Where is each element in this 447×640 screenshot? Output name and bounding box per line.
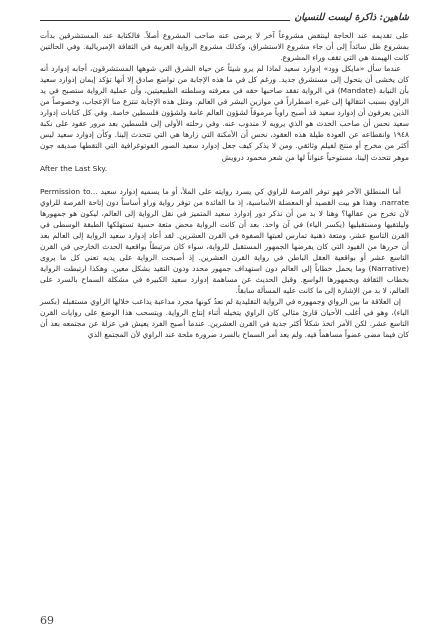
running-header bbox=[40, 6, 409, 24]
paragraph bbox=[40, 63, 409, 173]
paragraph: إن العلاقة ما بين الرواي وجمهوره في الرواية التقليدية لم تعدُ كونها مجرد مداعبة يداعب خلالها الراوي مستقبله (بكسر الباء)، وهو في أغلب الأحيان قارئ مثالي كان الراوي يتخيله أثناء إنتاج الرواية. ويتسحب هذا الوضع على روايات القرن التاسع عشر. لكن الأمر اتخذ شكلاً أكثر جدية في القرن العشرين. عندما أصبح الفرد يعيش في عزلة عن مجتمعه بعد أن كان فيما مضى عضواً مساهماً فيه. ولم يعد أمر السماح بالسرد ضرورة ملحة عند الراوي لأن المجتمع الذي bbox=[40, 297, 409, 340]
running-header-title: شاهين: ذاكرة ليست للنسيان bbox=[294, 12, 409, 23]
page-number: 69 bbox=[40, 614, 54, 627]
book-title-reference: After the Last Sky. bbox=[40, 163, 108, 173]
paragraph: أما المنطلق الآخر فهو توفر الفرصة للراوي كي يسرد روايته على الملأ، أو ما يسميه إدوارد سعيد ...Permission to narrate. وهذا هو بيت القصيد أو المعضلة الأساسية، إذ ما الفائدة من توفر رواية وراو أساساً دون إتاحة الفرصة للراوي لأن تخرج من عقالها؟ وهنا لا بد من أن نذكر دور إدوارد سعيد المتميز في نقل الرواية إلى العالم، ليكون هو جمهورها وليلتقيها ومستقبليها (يكسر الياء) في آن واحد. بعد أن كانت الرواية محض متعة حسية تستهلكها الطبقة الوسطى في القرن التاسع عشر، ومتعة ذهنية تمارس لعبتها الصفوة في القرن العشرين. لقد أعاد إدوارد سعيد الرواية إلى العالم بعد أن حررها من القيود التي كان يفرضها الجمهور المستقبل للرواية، سواء كان مرتبطاً بواقعية الحدث الخارجي في القرن التاسع عشر أو بواقعية العقل الباطن في رواية القرن العشرين. إذ أصبحت الرواية على يديه تعني كل ما يروى (Narrative) وما يحمل خطاباً إلى العالم دون استهداف جمهور محدد ودون التقيد بشكل معين. وهكذا ارتبطت الرواية بخطاب الثقافة وبجمهورها الواسع. وقبل الحديث عن مساهمة إدوارد سعيد الكبيرة في مشكلة السماح بالسرد على العالم، لا بد من الإشارة إلى ما كانت عليه المسألة سابقاً. bbox=[40, 186, 409, 296]
header-rule bbox=[40, 20, 290, 21]
paragraph-text: عندما سأل «مايكل وود» إدوارد سعيد لماذا لم يرو شيئاً عن حياة الشرق التي شوهها المستشرقون، أجابه إدوارد أنه كان يخشى أن يتحول إلى مستشرق جديد. ورغم كل في ما هذه الإجابة من تواضع صادق إلا أنها تؤكد إيمان إدوارد سعيد بأن النيابة (Mandate) في الرواية تفقد صاحبها حقه في معرفته وسلطته الطبيعيتين، وأن عملية الرواية ستصبح في يد الراوي بسبب انتقالها إلى غيره اضطراراً في موازين البشر في العالم. ومثل هذه الإجابة تنتزع منا الإعجاب، وخصوصاً من الذين يعرفون أن إدوارد سعيد قد أصبح راوياً مرموقاً لشؤون العالم عامة ولشؤون فلسطين خاصة. وفي كل كتابات إدوارد سعيد نحس أن صاحب الحدث هو الذي يرويه لا مندوب عنه. وفي رحلته الأولى إلى فلسطين بعد مرور عقود على نكبة ١٩٤٨ وانقطاعه عن العودة طيلة هذه العقود، نحس أن الأمكنة التي زارها هي التي تتحدث إلينا. وكأن إدوارد سعيد ليس أكثر من مخرج أو منتج لفيلم وثائقي. ومن لا يذكر كيف جعل إدوارد سعيد الصور الفوتوغرافية التي التقطها صديقه جون موهر تتحدث إلينا، مستوحياً عنواناً لها من شعر محمود درويش bbox=[40, 64, 409, 162]
body-text bbox=[40, 30, 409, 340]
paragraph: على تقديمه عند الحاجة لينتقض مشروعاً آخر لا يرضى عنه صاحب المشروع أصلاً. فالكتابة عند المستشرقين بدأت بمشروع ظل سائداً إلى أن جاء مشروع الاستشراق، وكذلك مشروع الرواية الغربية في الثقافة الإمبريالية. وفي الحالتين كانت الهيمنة هي التي تقف وراء المشروع. bbox=[40, 31, 409, 63]
